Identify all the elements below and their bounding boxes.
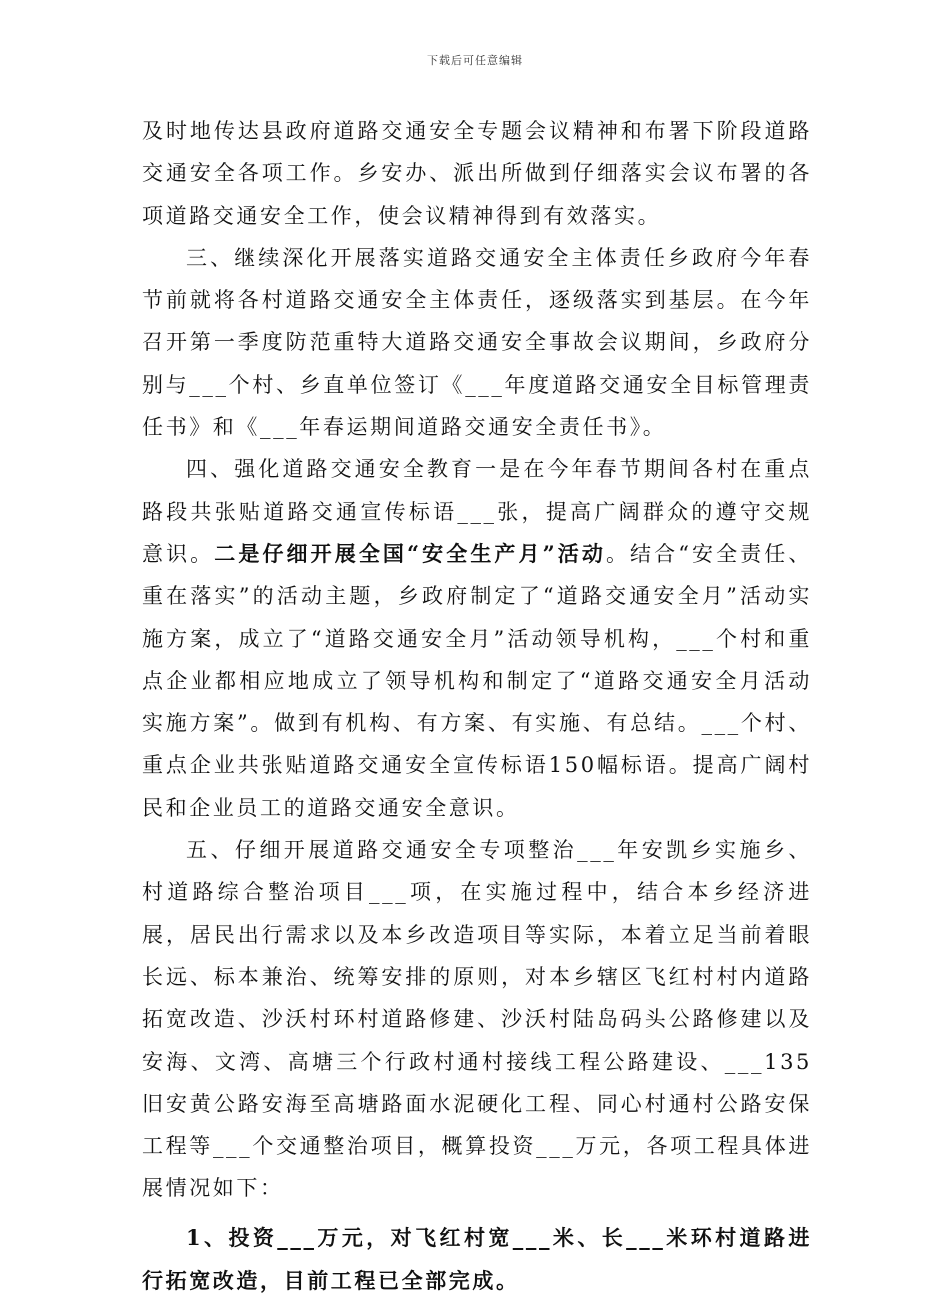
- paragraph-section-3: 三、继续深化开展落实道路交通安全主体责任乡政府今年春节前就将各村道路交通安全主体责任，逐级落实到基层。在今年召开第一季度防范重特大道路交通安全事故会议期间，乡政府分别与___个村、乡直单位签订《___年度道路交通安全目标管理责任书》和《___年春运期间道路交通安全责任书》。: [142, 245, 812, 440]
- paragraph-section-4: [142, 448, 812, 829]
- paragraph-section-5: 五、仔细开展道路交通安全专项整治___年安凯乡实施乡、村道路综合整治项目___项，在实施过程中，结合本乡经济进展，居民出行需求以及本乡改造项目等实际，本着立足当前着眼长远、标本兼治、统筹安排的原则，对本乡辖区飞红村村内道路拓宽改造、沙沃村环村道路修建、沙沃村陆岛码头公路修建以及安海、文湾、高塘三个行政村通村接线工程公路建设、___135旧安黄公路安海至高塘路面水泥硬化工程、同心村通村公路安保工程等___个交通整治项目，概算投资___万元，各项工程具体进展情况如下：: [142, 838, 812, 1201]
- page-header: 下载后可任意编辑: [427, 54, 523, 67]
- paragraph-1: 及时地传达县政府道路交通安全专题会议精神和布署下阶段道路交通安全各项工作。乡安办、派出所做到仔细落实会议布署的各项道路交通安全工作，使会议精神得到有效落实。: [142, 119, 812, 228]
- paragraph-item-1: 1、投资___万元，对飞红村宽___米、长___米环村道路进行拓宽改造，目前工程已全部完成。: [142, 1224, 812, 1293]
- paragraph-section-4-part-b: 。结合“安全责任、重在落实”的活动主题，乡政府制定了“道路交通安全月”活动实施方案，成立了“道路交通安全月”活动领导机构，___个村和重点企业都相应地成立了领导机构和制定了“道路交通安全月活动实施方案”。做到有机构、有方案、有实施、有总结。___个村、重点企业共张贴道路交通安全宣传标语150幅标语。提高广阔村民和企业员工的道路交通安全意识。: [142, 541, 812, 820]
- paragraph-section-4-bold: 二是仔细开展全国“安全生产月”活动: [214, 540, 606, 566]
- document-body: [142, 110, 812, 1302]
- paragraph-section-4-part-a: 四、强化道路交通安全教育一是在今年春节期间各村在重点路段共张贴道路交通宣传标语___张，提高广阔群众的遵守交规意识。: [142, 457, 812, 566]
